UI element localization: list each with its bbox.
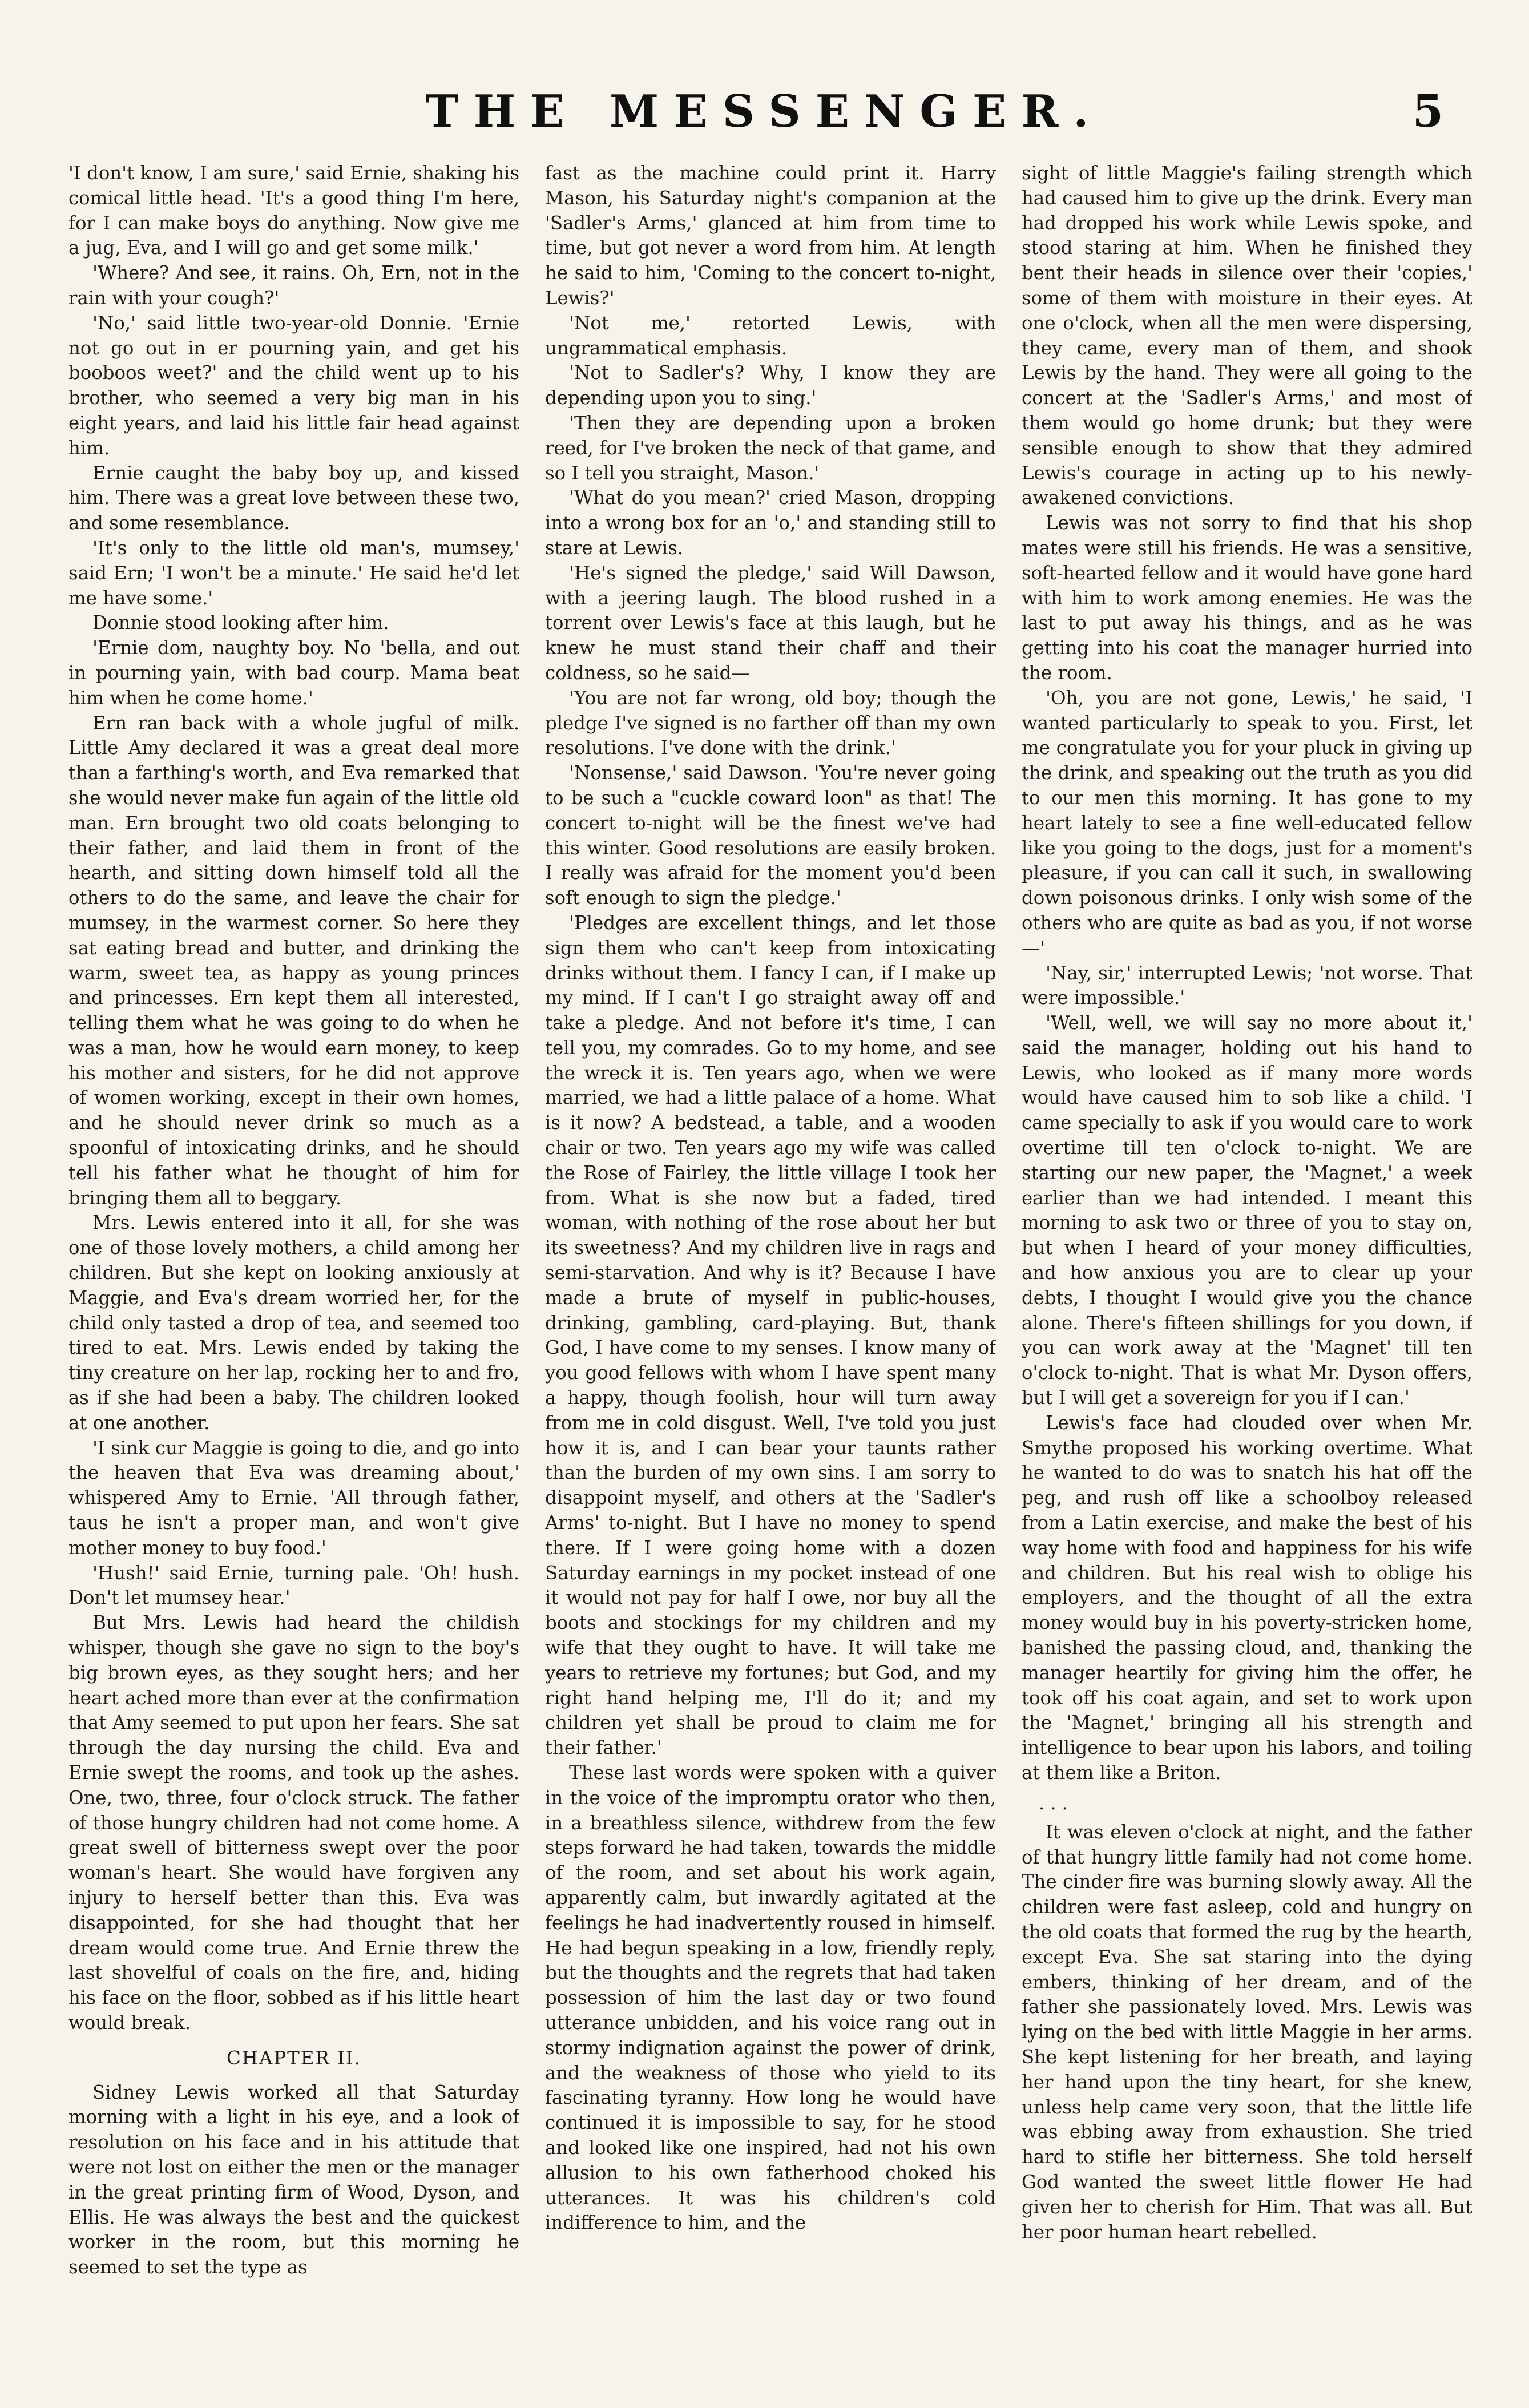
paragraph: 'He's signed the pledge,' said Will Dawson, with a jeering laugh. The blood rushed in a torrent over Lewis's face at this laugh, but he knew he must stand their chaff and their coldness, so he said— (545, 562, 996, 684)
paragraph: fast as the machine could print it. Harry Mason, his Saturday night's companion at the 'Sadler's Arms,' glanced at him from time to time, but got never a word from him. At length he said to him, 'Coming to the concert to-night, Lewis?' (545, 162, 996, 309)
paragraph: 'Nonsense,' said Dawson. 'You're never going to be such a "cuckle coward loon" as that! The concert to-night will be the finest we've had this winter. Good resolutions are easily broken. I really was afraid for the moment you'd been soft enough to sign the pledge.' (545, 762, 996, 909)
column-2 (545, 161, 996, 2387)
column-3 (1022, 161, 1472, 2387)
paragraph: 'It's only to the little old man's, mumsey,' said Ern; 'I won't be a minute.' He said he'd let me have some.' (68, 537, 519, 609)
paragraph: Ern ran back with a whole jugful of milk. Little Amy declared it was a great deal more than a farthing's worth, and Eva remarked that she would never make fun again of the little old man. Ern brought two old coats belonging to their father, and laid them in front of the hearth, and sitting down himself told all the others to do the same, and leave the chair for mumsey, in the warmest corner. So here they sat eating bread and butter, and drinking the warm, sweet tea, as happy as young princes and princesses. Ern kept them all interested, telling them what he was going to do when he was a man, how he would earn money, to keep his mother and sisters, for he did not approve of women working, except in their own homes, and he should never drink so much as a spoonful of intoxicating drinks, and he should tell his father what he thought of him for bringing them all to beggary. (68, 712, 519, 1209)
paragraph: 'Where? And see, it rains. Oh, Ern, not in the rain with your cough?' (68, 262, 519, 309)
page-number: 5 (1412, 86, 1443, 138)
paragraph: 'I don't know, I am sure,' said Ernie, shaking his comical little head. 'It's a good thing I'm here, for I can make boys do anything. Now give me a jug, Eva, and I will go and get some milk.' (68, 162, 519, 259)
paragraph: 'Then they are depending upon a broken reed, for I've broken the neck of that game, and so I tell you straight, Mason.' (545, 412, 996, 484)
paragraph: 'Oh, you are not gone, Lewis,' he said, 'I wanted particularly to speak to you. First, let me congratulate you for your pluck in giving up the drink, and speaking out the truth as you did to our men this morning. It has gone to my heart lately to see a fine well-educated fellow like you going to the dogs, just for a moment's pleasure, if you can call it such, in swallowing down poisonous drinks. I only wish some of the others who are quite as bad as you, if not worse—' (1022, 687, 1472, 959)
paragraph: 'What do you mean?' cried Mason, dropping into a wrong box for an 'o,' and standing still to stare at Lewis. (545, 487, 996, 559)
paragraph: 'No,' said little two-year-old Donnie. 'Ernie not go out in er pourning yain, and get his booboos weet?' and the child went up to his brother, who seemed a very big man in his eight years, and laid his little fair head against him. (68, 312, 519, 459)
paragraph: But Mrs. Lewis had heard the childish whisper, though she gave no sign to the boy's big brown eyes, as they sought hers; and her heart ached more than ever at the confirmation that Amy seemed to put upon her fears. She sat through the day nursing the child. Eva and Ernie swept the rooms, and took up the ashes. One, two, three, four o'clock struck. The father of those hungry children had not come home. A great swell of bitterness swept over the poor woman's heart. She would have forgiven any injury to herself better than this. Eva was disappointed, for she had thought that her dream would come true. And Ernie threw the last shovelful of coals on the fire, and, hiding his face on the floor, sobbed as if his little heart would break. (68, 1612, 519, 2034)
paragraph: Ernie caught the baby boy up, and kissed him. There was a great love between these two, and some resemblance. (68, 462, 519, 534)
masthead-title: THE MESSENGER. (425, 86, 1104, 138)
paragraph: It was eleven o'clock at night, and the father of that hungry little family had not come home. The cinder fire was burning slowly away. All the children were fast asleep, cold and hungry on the old coats that formed the rug by the hearth, except Eva. She sat staring into the dying embers, thinking of her dream, and of the father she passionately loved. Mrs. Lewis was lying on the bed with little Maggie in her arms. She kept listening for her breath, and laying her hand upon the tiny heart, for she knew, unless help came very soon, that the little life was ebbing away from exhaustion. She tried hard to stifle her bitterness. She told herself God wanted the sweet little flower He had given her to cherish for Him. That was all. But her poor human heart rebelled. (1022, 1821, 1472, 2243)
section-break: . . . (1039, 1792, 1068, 1814)
paragraph: Lewis's face had clouded over when Mr. Smythe proposed his working overtime. What he wanted to do was to snatch his hat off the peg, and rush off like a schoolboy released from a Latin exercise, and make the best of his way home with food and happiness for his wife and children. But his real wish to oblige his employers, and the thought of all the extra money would buy in his poverty-stricken home, banished the passing cloud, and, thanking the manager heartily for giving him the offer, he took off his coat again, and set to work upon the 'Magnet,' bringing all his strength and intelligence to bear upon his labors, and toiling at them like a Briton. (1022, 1411, 1472, 1784)
paragraph: Donnie stood looking after him. (92, 612, 389, 634)
paragraph: Lewis was not sorry to find that his shop mates were still his friends. He was a sensitive, soft-hearted fellow and it would have gone hard with him to work among enemies. He was the last to put away his things, and as he was getting into his coat the manager hurried into the room. (1022, 512, 1472, 684)
chapter-heading: CHAPTER II. (226, 2047, 362, 2069)
paragraph: 'Well, well, we will say no more about it,' said the manager, holding out his hand to Lewis, who looked as if many more words would have caused him to sob like a child. 'I came specially to ask if you would care to work overtime till ten o'clock to-night. We are starting our new paper, the 'Magnet,' a week earlier than we had intended. I meant this morning to ask two or three of you to stay on, but when I heard of your money difficulties, and how anxious you are to clear up your debts, I thought I would give you the chance alone. There's fifteen shillings for you down, if you can work away at the 'Magnet' till ten o'clock to-night. That is what Mr. Dyson offers, but I will get a sovereign for you if I can.' (1022, 1012, 1472, 1409)
column-1 (68, 161, 519, 2387)
paragraph: 'Not to Sadler's? Why, I know they are depending upon you to sing.' (545, 362, 996, 409)
paragraph: 'Hush!' said Ernie, turning pale. 'Oh! hush. Don't let mumsey hear.' (68, 1562, 519, 1609)
paragraph: Mrs. Lewis entered into it all, for she was one of those lovely mothers, a child among her children. But she kept on looking anxiously at Maggie, and Eva's dream worried her, for the child only tasted a drop of tea, and seemed too tired to eat. Mrs. Lewis ended by taking the tiny creature on her lap, rocking her to and fro, as if she had been a baby. The children looked at one another. (68, 1212, 519, 1434)
paragraph: 'Not me,' retorted Lewis, with ungrammatical emphasis. (545, 312, 996, 359)
paragraph: 'Nay, sir,' interrupted Lewis; 'not worse. That were impossible.' (1022, 962, 1472, 1009)
paragraph: 'Pledges are excellent things, and let those sign them who can't keep from intoxicating drinks without them. I fancy I can, if I make up my mind. If I can't I go straight away off and take a pledge. And not before it's time, I can tell you, my comrades. Go to my home, and see the wreck it is. Ten years ago, when we were married, we had a little palace of a home. What is it now? A bedstead, a table, and a wooden chair or two. Ten years ago my wife was called the Rose of Fairley, the little village I took her from. What is she now but a faded, tired woman, with nothing of the rose about her but its sweetness? And my children live in rags and semi-starvation. And why is it? Because I have made a brute of myself in public-houses, drinking, gambling, card-playing. But, thank God, I have come to my senses. I know many of you good fellows with whom I have spent many a happy, though foolish, hour will turn away from me in cold disgust. Well, I've told you just how it is, and I can bear your taunts rather than the burden of my own sins. I am sorry to disappoint myself, and others at the 'Sadler's Arms' to-night. But I have no money to spend there. If I were going home with a dozen Saturday earnings in my pocket instead of one it would not pay for half I owe, nor buy all the boots and stockings for my children and my wife that they ought to have. It will take me years to retrieve my fortunes; but God, and my right hand helping me, I'll do it; and my children yet shall be proud to claim me for their father.' (545, 911, 996, 1759)
text-columns (68, 161, 1472, 2387)
paragraph: 'You are not far wrong, old boy; though the pledge I've signed is no farther off than my own resolutions. I've done with the drink.' (545, 687, 996, 759)
paragraph: Sidney Lewis worked all that Saturday morning with a light in his eye, and a look of resolution on his face and in his attitude that were not lost on either the men or the manager in the great printing firm of Wood, Dyson, and Ellis. He was always the best and the quickest worker in the room, but this morning he seemed to set the type as (68, 2081, 519, 2278)
paragraph: These last words were spoken with a quiver in the voice of the impromptu orator who then, in a breathless silence, withdrew from the few steps forward he had taken, towards the middle of the room, and set about his work again, apparently calm, but inwardly agitated at the feelings he had inadvertently roused in himself. He had begun speaking in a low, friendly reply, but the thoughts and the regrets that had taken possession of him the last day or two found utterance unbidden, and his voice rang out in stormy indignation against the power of drink, and the weakness of those who yield to its fascinating tyranny. How long he would have continued it is impossible to say, for he stood and looked like one inspired, had not his own allusion to his own fatherhood choked his utterances. It was his children's cold indifference to him, and the (545, 1762, 996, 2234)
paragraph: 'I sink cur Maggie is going to die, and go into the heaven that Eva was dreaming about,' whispered Amy to Ernie. 'All through father, taus he isn't a proper man, and won't give mother money to buy food.' (68, 1437, 519, 1559)
masthead (0, 86, 1529, 148)
paragraph: sight of little Maggie's failing strength which had caused him to give up the drink. Every man had dropped his work while Lewis spoke, and stood staring at him. When he finished they bent their heads in silence over their 'copies,' some of them with moisture in their eyes. At one o'clock, when all the men were dispersing, they came, every man of them, and shook Lewis by the hand. They were all going to the concert at the 'Sadler's Arms,' and most of them would go home drunk; but they were sensible enough to show that they admired Lewis's courage in acting up to his newly-awakened convictions. (1022, 162, 1472, 509)
paragraph: 'Ernie dom, naughty boy. No 'bella, and out in pourning yain, with bad courp. Mama beat him when he come home.' (68, 637, 519, 709)
